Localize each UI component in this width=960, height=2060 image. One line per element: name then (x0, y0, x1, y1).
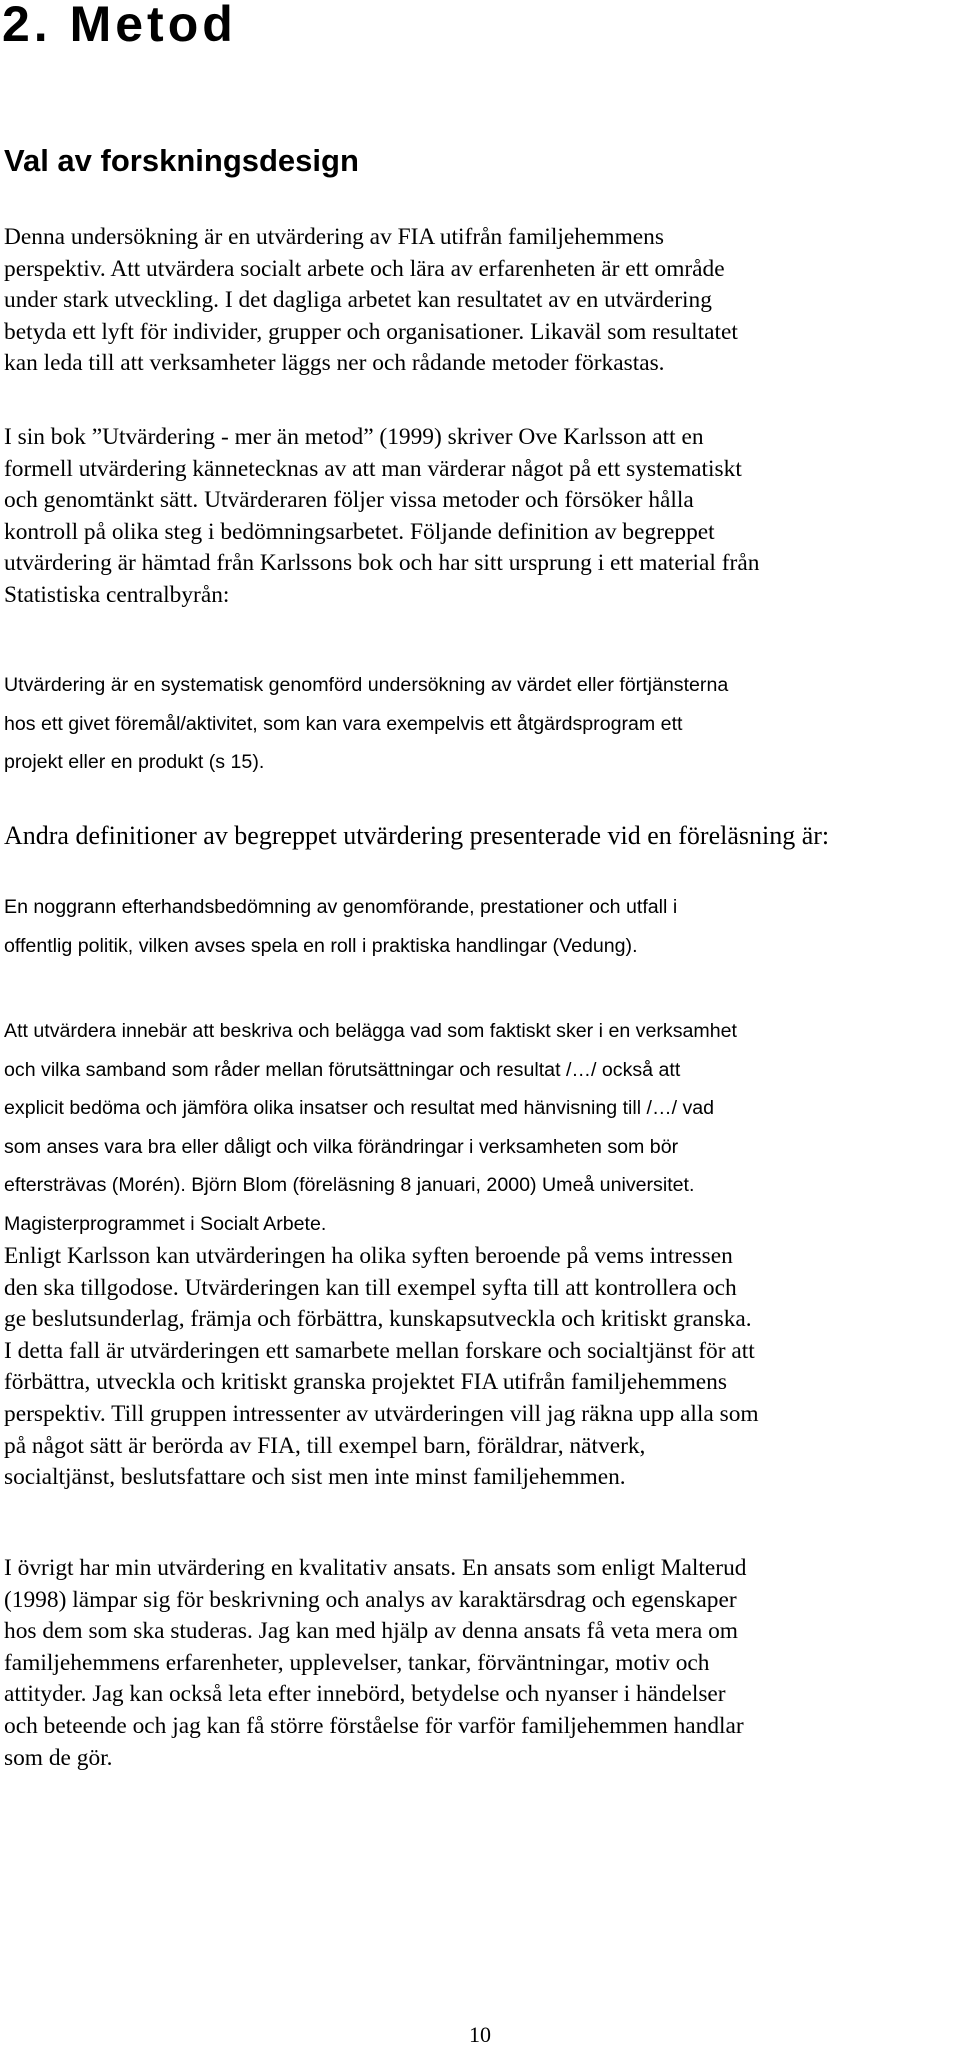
text-line: explicit bedöma och jämföra olika insatser och resultat med hänvisning till /…/ vad (4, 1097, 715, 1120)
text-line: perspektiv. Att utvärdera socialt arbete och lära av erfarenheten är ett område (4, 255, 725, 282)
quote-definition-vedung (4, 888, 954, 965)
quote-definition-moren (4, 1012, 954, 1244)
paragraph-other-definitions (4, 820, 954, 852)
text-line: kontroll på olika steg i bedömningsarbetet. Följande definition av begreppet (4, 518, 715, 545)
text-line: familjehemmens erfarenheter, upplevelser, tankar, förväntningar, motiv och (4, 1649, 710, 1676)
text-line: på något sätt är berörda av FIA, till exempel barn, föräldrar, nätverk, (4, 1432, 646, 1459)
text-line: och genomtänkt sätt. Utvärderaren följer vissa metoder och försöker hålla (4, 487, 694, 514)
paragraph-qualitative-approach (4, 1553, 954, 1774)
text-line: perspektiv. Till gruppen intressenter av utvärderingen vill jag räkna upp alla som (4, 1400, 759, 1427)
text-line: I detta fall är utvärderingen ett samarbete mellan forskare och socialtjänst för att (4, 1337, 755, 1364)
text-line: hos ett givet föremål/aktivitet, som kan vara exempelvis ett åtgärdsprogram ett (4, 712, 683, 735)
text-line: socialtjänst, beslutsfattare och sist men inte minst familjehemmen. (4, 1464, 626, 1491)
text-line: En noggrann efterhandsbedömning av genomförande, prestationer och utfall i (4, 896, 678, 918)
section-heading: Val av forskningsdesign (4, 143, 359, 178)
page-number: 10 (469, 2022, 491, 2047)
text-line: ge beslutsunderlag, främja och förbättra, kunskapsutveckla och kritiskt granska. (4, 1306, 752, 1333)
paragraph-purposes (4, 1241, 954, 1494)
text-line: Denna undersökning är en utvärdering av FIA utifrån familjehemmens (4, 224, 664, 250)
text-line: under stark utveckling. I det dagliga arbetet kan resultatet av en utvärdering (4, 287, 712, 314)
quote-definition-scb (4, 666, 954, 782)
text-line: Enligt Karlsson kan utvärderingen ha olika syften beroende på vems intressen (4, 1243, 733, 1269)
chapter-title: 2. Metod (2, 0, 237, 52)
text-line: projekt eller en produkt (s 15). (4, 751, 265, 774)
text-line: I övrigt har min utvärdering en kvalitativ ansats. En ansats som enligt Malterud (4, 1555, 747, 1581)
text-line: Statistiska centralbyrån: (4, 581, 230, 608)
text-line: förbättra, utveckla och kritiskt granska projektet FIA utifrån familjehemmens (4, 1369, 727, 1396)
text-line: Att utvärdera innebär att beskriva och belägga vad som faktiskt sker i en verksamhet (4, 1020, 737, 1042)
text-line: hos dem som ska studeras. Jag kan med hjälp av denna ansats få veta mera om (4, 1618, 738, 1645)
text-line: kan leda till att verksamheter läggs ner och rådande metoder förkastas. (4, 350, 665, 377)
text-line: Magisterprogrammet i Socialt Arbete. (4, 1212, 327, 1235)
text-line: och beteende och jag kan få större förståelse för varför familjehemmen handlar (4, 1712, 744, 1739)
text-line: eftersträvas (Morén). Björn Blom (föreläsning 8 januari, 2000) Umeå universitet. (4, 1174, 695, 1197)
text-line: Andra definitioner av begreppet utvärdering presenterade vid en föreläsning är: (4, 821, 830, 850)
text-line: och vilka samband som råder mellan förutsättningar och resultat /…/ också att (4, 1058, 681, 1081)
text-line: som anses vara bra eller dåligt och vilka förändringar i verksamheten som bör (4, 1135, 679, 1158)
text-line: (1998) lämpar sig för beskrivning och analys av karaktärsdrag och egenskaper (4, 1586, 737, 1613)
text-line: attityder. Jag kan också leta efter innebörd, betydelse och nyanser i händelser (4, 1681, 726, 1708)
paragraph-karlsson (4, 422, 954, 612)
text-line: utvärdering är hämtad från Karlssons bok och har sitt ursprung i ett material från (4, 550, 760, 577)
text-line: offentlig politik, vilken avses spela en roll i praktiska handlingar (Vedung). (4, 934, 638, 957)
paragraph-intro (4, 222, 954, 380)
text-line: som de gör. (4, 1744, 113, 1771)
text-line: I sin bok ”Utvärdering - mer än metod” (1999) skriver Ove Karlsson att en (4, 424, 704, 450)
text-line: den ska tillgodose. Utvärderingen kan till exempel syfta till att kontrollera och (4, 1274, 737, 1301)
text-line: betyda ett lyft för individer, grupper och organisationer. Likaväl som resultatet (4, 318, 738, 345)
text-line: Utvärdering är en systematisk genomförd undersökning av värdet eller förtjänsterna (4, 674, 729, 696)
text-line: formell utvärdering kännetecknas av att man värderar något på ett systematiskt (4, 455, 742, 482)
